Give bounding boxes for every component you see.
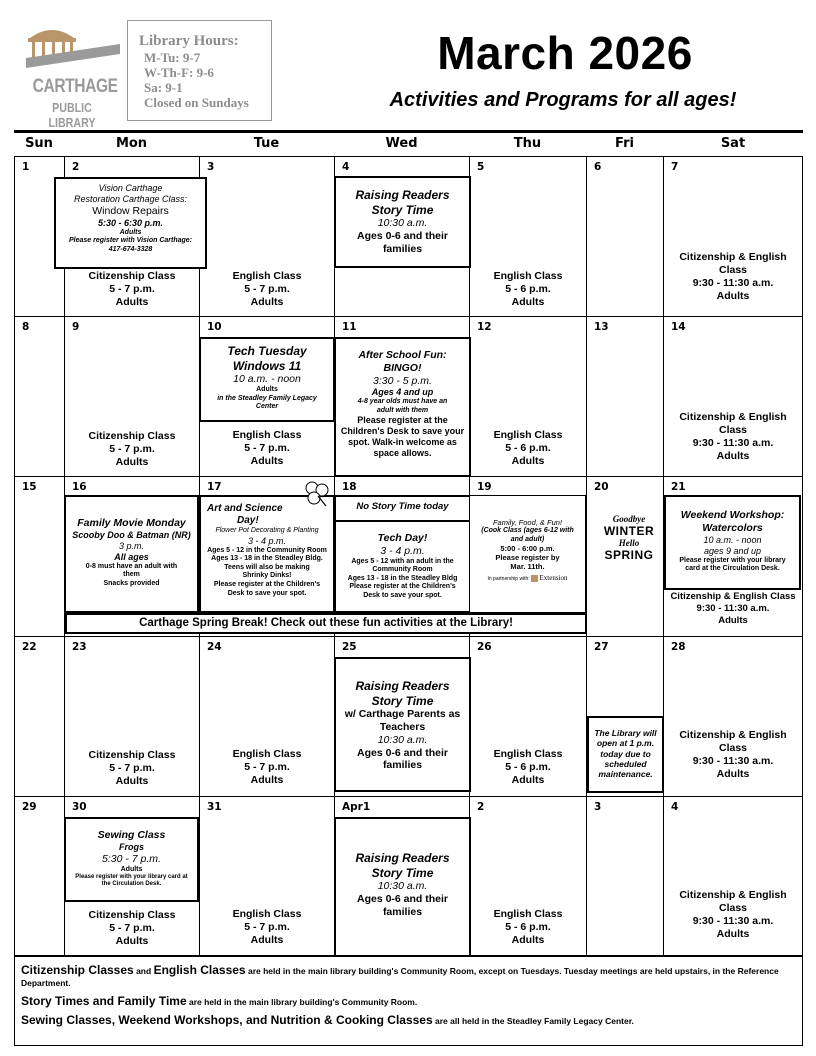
day-number: 27 xyxy=(594,641,609,653)
day-number: 21 xyxy=(671,481,686,493)
hours-line: W-Th-F: 9-6 xyxy=(144,65,214,80)
day-number: 7 xyxy=(671,161,679,173)
footer-note-storytime: Story Times and Family Time are held in the main library building's Community Room. xyxy=(21,994,418,1008)
day-number: 15 xyxy=(22,481,37,493)
day-number: 16 xyxy=(72,481,87,493)
library-logo xyxy=(22,18,122,130)
english-class: English Class 5 - 6 p.m. Adults xyxy=(493,429,563,467)
extension-logo-icon xyxy=(531,575,538,582)
day-cell xyxy=(15,317,65,477)
event-art-science-day: Art and Science Day! Flower Pot Decorating & Planting 3 - 4 p.m. Ages 5 - 12 in the Community Room Ages 13 - 18 in the Steadley Bldg. Teens will also be making Shrinky Dinks! Please register at the Children's Desk to save your spot. xyxy=(199,495,335,613)
day-cell xyxy=(587,317,664,477)
day-number: 4 xyxy=(342,161,350,173)
page-title: March 2026 xyxy=(437,27,693,79)
day-number: 20 xyxy=(594,481,609,493)
weekday-header xyxy=(14,136,803,156)
event-family-food-fun: Family, Food, & Fun! (Cook Class (ages 6-12 with and adult) 5:00 - 6:00 p.m. Please register by Mar. 11th. In partnership with: Extension xyxy=(469,495,586,613)
english-class: English Class 5 - 6 p.m. Adults xyxy=(493,908,563,946)
event-raising-readers-pat: Raising Readers Story Time w/ Carthage Parents as Teachers 10:30 a.m. Ages 0-6 and their families xyxy=(334,657,471,792)
citizenship-english-class: Citizenship & English Class 9:30 - 11:30 a.m. Adults xyxy=(679,411,787,462)
day-cell xyxy=(587,157,664,317)
header-divider xyxy=(14,130,803,133)
event-no-story-time: No Story Time today xyxy=(334,495,471,520)
library-hours-box xyxy=(127,20,272,121)
day-cell xyxy=(15,637,65,797)
partnership-label: In partnership with: xyxy=(487,575,530,582)
day-number: 29 xyxy=(22,801,37,813)
notice-library-closed-morning: The Library will open at 1 p.m. today due to scheduled maintenance. xyxy=(587,716,664,793)
day-number: 31 xyxy=(207,801,222,813)
day-cell xyxy=(664,317,802,477)
citizenship-english-class: Citizenship & English Class 9:30 - 11:30 a.m. Adults xyxy=(670,591,796,626)
day-number: 18 xyxy=(342,481,357,493)
day-number: 23 xyxy=(72,641,87,653)
event-raising-readers: Raising Readers Story Time 10:30 a.m. Ages 0-6 and their families xyxy=(334,176,471,268)
day-cell xyxy=(15,797,65,955)
day-number: 3 xyxy=(594,801,602,813)
page-subtitle: Activities and Programs for all ages! xyxy=(389,89,737,111)
day-number: 2 xyxy=(477,801,485,813)
day-number: 24 xyxy=(207,641,222,653)
english-class: English Class 5 - 7 p.m. Adults xyxy=(232,908,302,946)
citizenship-class: Citizenship Class 5 - 7 p.m. Adults xyxy=(88,270,176,308)
weekday-fri: Fri xyxy=(615,136,634,151)
day-number: 3 xyxy=(207,161,215,173)
event-vision-carthage: Vision Carthage Restoration Carthage Class: Window Repairs 5:30 - 6:30 p.m. Adults Please register with Vision Carthage: 417-674-3328 xyxy=(54,177,207,269)
weekday-tue: Tue xyxy=(253,136,280,151)
shamrock-icon xyxy=(300,478,332,510)
weekday-thu: Thu xyxy=(513,136,542,151)
weekday-mon: Mon xyxy=(115,136,148,151)
day-number: 4 xyxy=(671,801,679,813)
english-class: English Class 5 - 7 p.m. Adults xyxy=(232,748,302,786)
day-number: 14 xyxy=(671,321,686,333)
footer-notes xyxy=(14,955,803,1046)
citizenship-english-class: Citizenship & English Class 9:30 - 11:30 a.m. Adults xyxy=(679,251,787,302)
day-number: 25 xyxy=(342,641,357,653)
citizenship-class: Citizenship Class 5 - 7 p.m. Adults xyxy=(88,909,176,947)
english-class: English Class 5 - 7 p.m. Adults xyxy=(232,429,302,467)
citizenship-class: Citizenship Class 5 - 7 p.m. Adults xyxy=(88,430,176,468)
day-cell xyxy=(664,157,802,317)
weekday-wed: Wed xyxy=(385,136,418,151)
hours-line: Closed on Sundays xyxy=(144,95,249,110)
event-tech-day: Tech Day! 3 - 4 p.m. Ages 5 - 12 with an adult in the Community Room Ages 13 - 18 in the Steadley Bldg Please register at the Children's Desk to save your spot. xyxy=(334,520,471,613)
day-number: 11 xyxy=(342,321,357,333)
citizenship-class: Citizenship Class 5 - 7 p.m. Adults xyxy=(88,749,176,787)
day-number: 13 xyxy=(594,321,609,333)
day-number: 19 xyxy=(477,481,492,493)
day-number: 10 xyxy=(207,321,222,333)
day-cell xyxy=(65,317,200,477)
day-number: 2 xyxy=(72,161,80,173)
day-number: 1 xyxy=(22,161,30,173)
day-number: 6 xyxy=(594,161,602,173)
logo-text-carthage: CARTHAGE xyxy=(32,76,118,97)
day-cell xyxy=(664,797,802,955)
footer-note-classes: Citizenship Classes and English Classes are held in the main library building's Community Room, except on Tuesdays. Tuesday meetings are held upstairs, in the Reference Department. xyxy=(21,963,779,988)
spring-break-banner: Carthage Spring Break! Check out these fun activities at the Library! xyxy=(65,613,587,634)
day-cell xyxy=(470,797,587,955)
goodbye-winter-graphic: Goodbye WINTER Hello SPRING xyxy=(603,514,655,562)
event-family-movie-monday: Family Movie Monday Scooby Doo & Batman (NR) 3 p.m. All ages 0-8 must have an adult with them Snacks provided xyxy=(64,495,199,613)
day-number: 9 xyxy=(72,321,80,333)
day-cell xyxy=(15,477,65,637)
weekday-sun: Sun xyxy=(25,136,53,151)
day-number: Apr1 xyxy=(342,801,371,813)
day-cell xyxy=(664,637,802,797)
day-cell xyxy=(200,797,335,955)
hours-line: Sa: 9-1 xyxy=(144,80,183,95)
day-number: 12 xyxy=(477,321,492,333)
event-sewing-class: Sewing Class Frogs 5:30 - 7 p.m. Adults Please register with your library card at the Circulation Desk. xyxy=(64,817,199,902)
extension-label: Extension xyxy=(539,573,568,582)
event-raising-readers-apr1: Raising Readers Story Time 10:30 a.m. Ages 0-6 and their families xyxy=(334,817,471,955)
day-cell xyxy=(65,637,200,797)
day-cell xyxy=(200,637,335,797)
event-weekend-workshop: Weekend Workshop: Watercolors 10 a.m. - noon ages 9 and up Please register with your library card at the Circulation Desk. xyxy=(664,495,801,590)
library-dome-icon xyxy=(22,18,122,78)
event-after-school-bingo: After School Fun: BINGO! 3:30 - 5 p.m. Ages 4 and up 4-8 year olds must have an adult with them Please register at the Children's Desk to save your spot. Walk-in welcome as space allows. xyxy=(334,337,471,477)
english-class: English Class 5 - 7 p.m. Adults xyxy=(232,270,302,308)
footer-note-workshops: Sewing Classes, Weekend Workshops, and Nutrition & Cooking Classes are all held in the Steadley Family Legacy Center. xyxy=(21,1013,634,1027)
day-cell xyxy=(587,797,664,955)
day-cell xyxy=(470,637,587,797)
english-class: English Class 5 - 6 p.m. Adults xyxy=(493,748,563,786)
day-number: 5 xyxy=(477,161,485,173)
english-class: English Class 5 - 6 p.m. Adults xyxy=(493,270,563,308)
day-number: 22 xyxy=(22,641,37,653)
weekday-sat: Sat xyxy=(720,136,746,151)
event-tech-tuesday: Tech Tuesday Windows 11 10 a.m. - noon Adults in the Steadley Family Legacy Center xyxy=(199,337,335,422)
logo-text-library: PUBLIC LIBRARY xyxy=(48,100,96,130)
day-cell xyxy=(470,157,587,317)
citizenship-english-class: Citizenship & English Class 9:30 - 11:30 a.m. Adults xyxy=(679,729,787,780)
day-number: 8 xyxy=(22,321,30,333)
hours-line: M-Tu: 9-7 xyxy=(144,50,201,65)
day-cell xyxy=(470,317,587,477)
day-number: 26 xyxy=(477,641,492,653)
citizenship-english-class: Citizenship & English Class 9:30 - 11:30 a.m. Adults xyxy=(679,889,787,940)
hours-title: Library Hours: xyxy=(139,33,239,49)
day-cell xyxy=(200,157,335,317)
day-number: 30 xyxy=(72,801,87,813)
day-number: 17 xyxy=(207,481,222,493)
day-number: 28 xyxy=(671,641,686,653)
